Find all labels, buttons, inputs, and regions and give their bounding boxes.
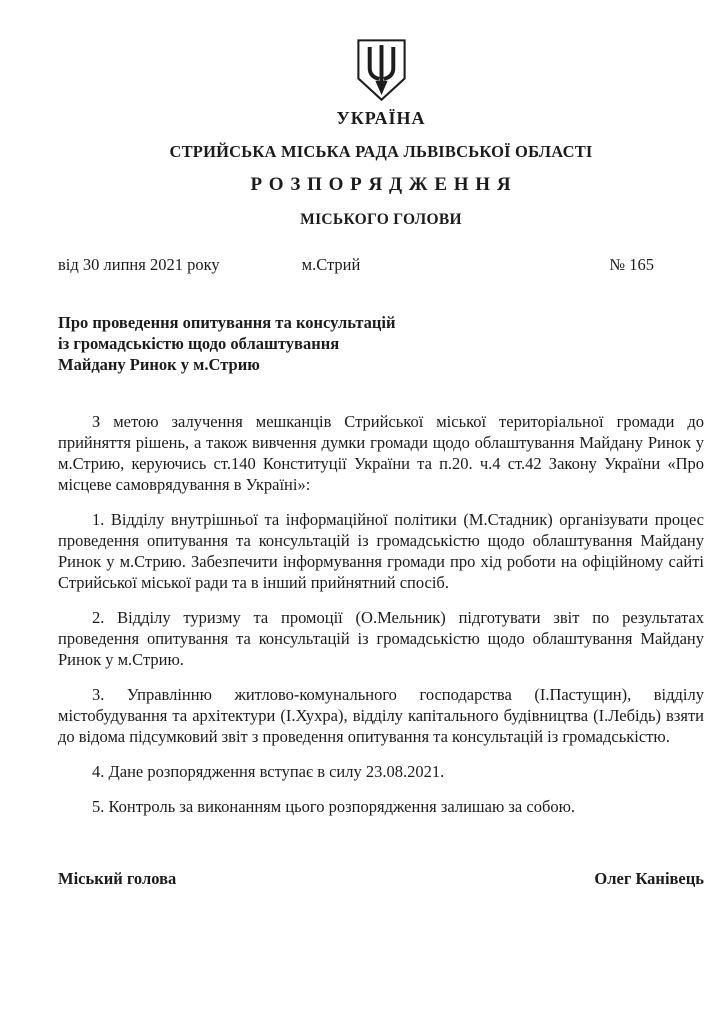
subject-line: Про проведення опитування та консультацій (58, 313, 396, 332)
document-place: м.Стрий (301, 255, 361, 274)
document-date: від 30 липня 2021 року (58, 255, 220, 274)
document-number: № 165 (609, 255, 654, 274)
body-paragraph-preamble: З метою залучення мешканців Стрийської міської територіальної громади до прийняття рішень, а також вивчення думки громади щодо облаштування Майдану Ринок у м.Стрию, керуючись ст.140 Конституції України та п.20. ч.4 ст.42 Закону України «Про місцеве самоврядування в Україні»: (58, 412, 704, 494)
document-subtype-title: МІСЬКОГО ГОЛОВИ (300, 211, 462, 228)
meta-row (58, 255, 704, 275)
document-type-title: Р О З П О Р Я Д Ж Е Н Н Я (250, 174, 512, 195)
signature-row (58, 869, 704, 889)
signature-position: Міський голова (58, 869, 177, 888)
body-paragraph-item-3: 3. Управлінню житлово-комунального господарства (І.Пастущин), відділу містобудування та архітектури (І.Хухра), відділу капітального будівництва (І.Лебідь) взяти до відома підсумковий звіт з проведення опитування та консультацій із громадськістю. (58, 685, 704, 746)
country-name: УКРАЇНА (336, 108, 426, 128)
body-paragraph-item-2: 2. Відділу туризму та промоції (О.Мельник) підготувати звіт по результатах проведення опитування та консультацій із громадськістю щодо облаштування Майдану Ринок у м.Стрию. (58, 608, 704, 669)
document-body (58, 411, 704, 817)
document-subject (58, 312, 498, 375)
body-paragraph-item-4: 4. Дане розпорядження вступає в силу 23.08.2021. (92, 762, 445, 781)
signature-name: Олег Канівець (594, 869, 704, 888)
body-paragraph-item-1: 1. Відділу внутрішньої та інформаційної політики (М.Стадник) організувати процес проведення опитування та консультацій із громадськістю щодо облаштування Майдану Ринок у м.Стрию. Забезпечити інформування громади про хід роботи на офіційному сайті Стрийської міської ради та в інший прийнятний спосіб. (58, 510, 704, 592)
body-paragraph-item-5: 5. Контроль за виконанням цього розпорядження залишаю за собою. (92, 797, 576, 816)
subject-line: Майдану Ринок у м.Стрию (58, 355, 260, 374)
subject-line: із громадськістю щодо облаштування (58, 334, 340, 353)
council-name: СТРИЙСЬКА МІСЬКА РАДА ЛЬВІВСЬКОЇ ОБЛАСТІ (169, 142, 593, 161)
ukraine-trident-icon (353, 38, 410, 104)
